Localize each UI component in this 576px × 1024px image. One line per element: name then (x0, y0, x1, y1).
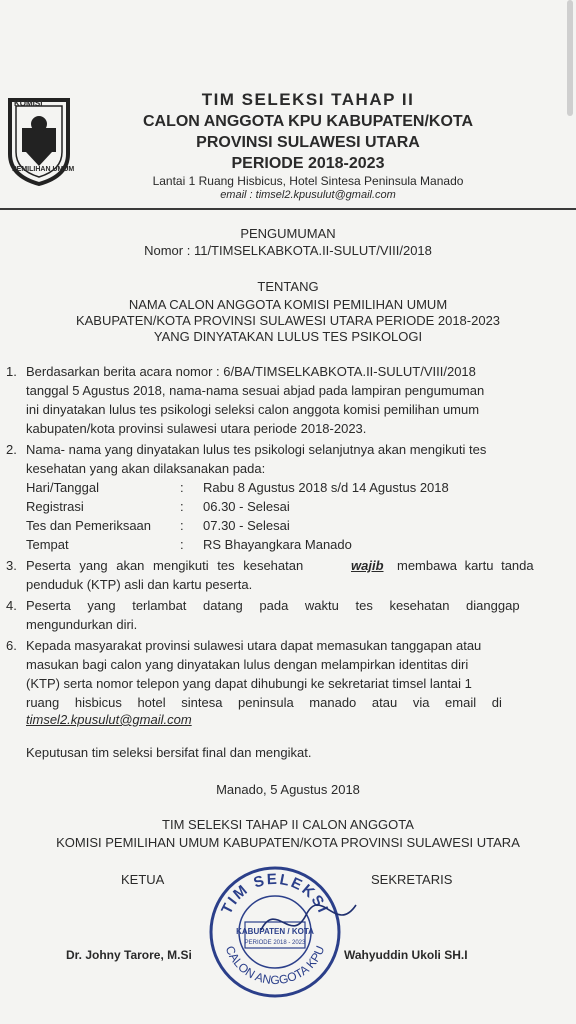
item-number-3: 3. (6, 558, 17, 573)
announcement-about: TENTANG (257, 279, 319, 294)
stamp-middle-2: PERIODE 2018 - 2023 (244, 940, 306, 946)
item1-line1: Berdasarkan berita acara nomor : 6/BA/TIMSELKABKOTA.II-SULUT/VIII/2018 (26, 364, 476, 379)
schedule-label-registration: Registrasi (26, 499, 84, 514)
logo-text-bottom: PEMILIHAN UMUM (12, 166, 75, 173)
item5-line4: ruang hisbicus hotel sintesa peninsula manado atau via email di (26, 695, 502, 710)
svg-text:CALON ANGGOTA KPU (223, 944, 328, 987)
schedule-sep-place: : (180, 537, 184, 552)
schedule-label-exam: Tes dan Pemeriksaan (26, 518, 152, 533)
email-link[interactable]: timsel2.kpusulut@gmail.com (26, 712, 192, 727)
org-line-1: TIM SELEKSI TAHAP II CALON ANGGOTA (162, 817, 414, 832)
item2-line1: Nama- nama yang dinyatakan lulus tes psikologi selanjutnya akan mengikuti tes (26, 442, 487, 457)
schedule-value-day: Rabu 8 Agustus 2018 s/d 14 Agustus 2018 (203, 480, 449, 495)
logo-text-top: KOMISI (14, 99, 43, 108)
item4-line2: mengundurkan diri. (26, 617, 138, 632)
stamp-bottom-text: CALON ANGGOTA KPU (222, 943, 328, 988)
item5-line1: Kepada masyarakat provinsi sulawesi utara dapat memasukan tanggapan atau (26, 638, 482, 653)
announcement-number: Nomor : 11/TIMSELKABKOTA.II-SULUT/VIII/2018 (144, 243, 432, 258)
header-line3: PROVINSI SULAWESI UTARA (196, 134, 420, 151)
chair-signature (256, 890, 366, 950)
chair-name: Dr. Johny Tarore, M.Si (66, 948, 192, 962)
item-number-1: 1. (6, 364, 17, 379)
announcement-subject-1: NAMA CALON ANGGOTA KOMISI PEMILIHAN UMUM (128, 297, 448, 312)
header-address: Lantai 1 Ruang Hisbicus, Hotel Sintesa Peninsula Manado (152, 174, 464, 188)
schedule-sep-exam: : (180, 518, 184, 533)
item3-line1a: Peserta yang akan mengikuti tes kesehatan (26, 558, 304, 573)
item1-line2: tanggal 5 Agustus 2018, nama-nama sesuai abjad pada lampiran pengumuman (26, 383, 485, 398)
schedule-value-exam: 07.30 - Selesai (203, 518, 290, 533)
item5-line3: (KTP) serta nomor telepon yang dapat dihubungi ke sekretariat timsel lantai 1 (26, 676, 472, 691)
header-line4: PERIODE 2018-2023 (231, 155, 385, 172)
announcement-title: PENGUMUMAN (240, 226, 336, 241)
item5-line2: masukan bagi calon yang dinyatakan lulus dengan melampirkan identitas diri (26, 657, 469, 672)
schedule-sep-day: : (180, 480, 184, 495)
place-date: Manado, 5 Agustus 2018 (216, 782, 360, 797)
item3-emphasis: wajib (351, 558, 384, 573)
schedule-sep-registration: : (180, 499, 184, 514)
final-statement: Keputusan tim seleksi bersifat final dan mengikat. (26, 745, 312, 760)
item1-line4: kabupaten/kota provinsi sulawesi utara periode 2018-2023. (26, 421, 367, 436)
header-line2: CALON ANGGOTA KPU KABUPATEN/KOTA (142, 113, 474, 130)
item2-line2: kesehatan yang akan dilaksanakan pada: (26, 461, 266, 476)
header-email: email : timsel2.kpusulut@gmail.com (220, 189, 396, 201)
stamp-top-text: TIM SELEKSI (218, 870, 332, 917)
org-line-2: KOMISI PEMILIHAN UMUM KABUPATEN/KOTA PROVINSI SULAWESI UTARA (56, 835, 520, 850)
stamp-middle-1: KABUPATEN / KOTA (236, 927, 314, 936)
header-divider (0, 208, 576, 210)
schedule-value-place: RS Bhayangkara Manado (203, 537, 352, 552)
header-line1: TIM SELEKSI TAHAP II (201, 90, 415, 109)
chair-title: KETUA (121, 872, 165, 887)
schedule-value-registration: 06.30 - Selesai (203, 499, 290, 514)
item4-line1: Peserta yang terlambat datang pada waktu tes kesehatan dianggap (26, 598, 520, 613)
item-number-5: 6. (6, 638, 17, 653)
item3-line2: penduduk (KTP) asli dan kartu peserta. (26, 577, 253, 592)
schedule-label-place: Tempat (26, 537, 69, 552)
secretary-name: Wahyuddin Ukoli SH.I (344, 948, 468, 962)
item1-line3: ini dinyatakan lulus tes psikologi seleksi calon anggota komisi pemilihan umum (26, 402, 480, 417)
item3-line1c: membawa kartu tanda (397, 558, 534, 573)
schedule-label-day: Hari/Tanggal (26, 480, 99, 495)
secretary-title: SEKRETARIS (371, 872, 453, 887)
announcement-subject-2: KABUPATEN/KOTA PROVINSI SULAWESI UTARA PERIODE 2018-2023 (75, 313, 501, 328)
item-number-2: 2. (6, 442, 17, 457)
item-number-4: 4. (6, 598, 17, 613)
announcement-subject-3: YANG DINYATAKAN LULUS TES PSIKOLOGI (153, 329, 423, 344)
